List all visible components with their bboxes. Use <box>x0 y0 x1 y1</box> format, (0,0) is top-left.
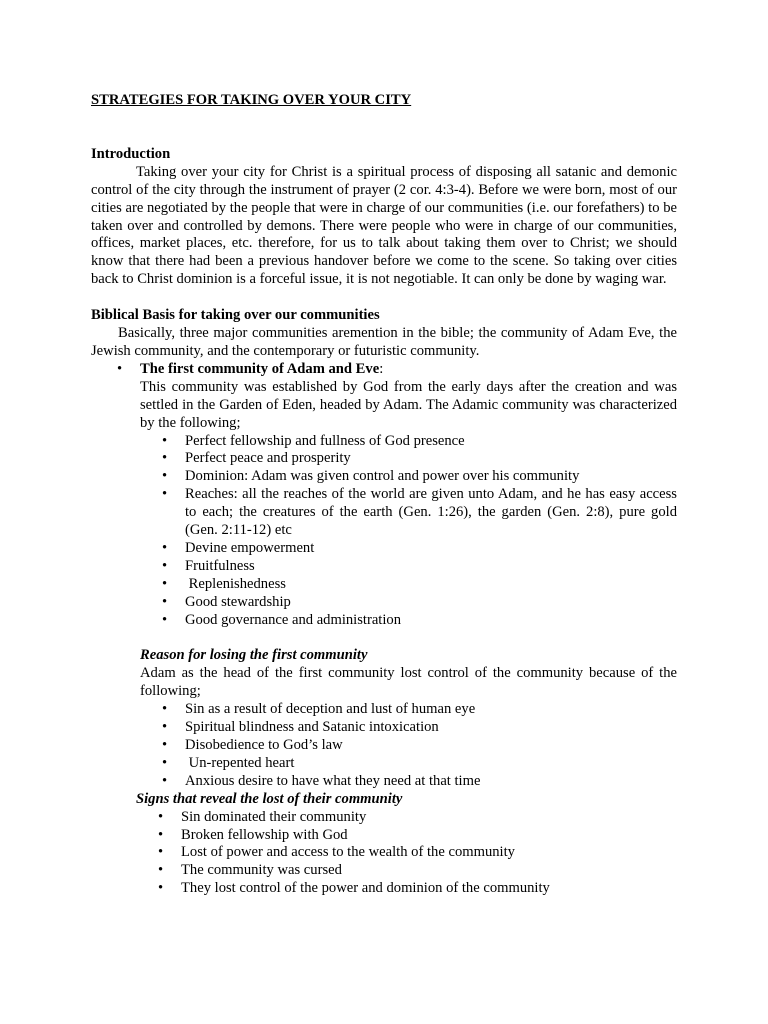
list-item <box>185 755 677 773</box>
list-item-text: The community was cursed <box>181 862 342 879</box>
list-item-text: • Dominion: Adam was given control and power over his community <box>185 468 580 485</box>
list-item-text: • Sin as a result of deception and lust of human eye <box>185 701 476 718</box>
list-item <box>181 809 677 827</box>
list-item-text: • Good governance and administration <box>185 611 402 628</box>
list-item-text: • Spiritual blindness and Satanic intoxication <box>185 719 439 736</box>
list-item <box>181 880 677 898</box>
list-item-text: • Good stewardship <box>185 593 291 610</box>
list-item <box>185 576 677 594</box>
list-item-text: Broken fellowship with God <box>181 826 348 843</box>
list-item-text: • Perfect fellowship and fullness of God presence <box>185 432 465 449</box>
signs-heading: Signs that reveal the lost of their community <box>136 790 403 807</box>
list-item-text: • Replenishedness <box>185 575 286 592</box>
reason-paragraph: Adam as the head of the first community lost control of the community because of the following; <box>140 665 677 700</box>
spacer <box>91 629 677 647</box>
signs-list <box>91 809 677 899</box>
reason-list <box>140 701 677 791</box>
list-item-text: • Anxious desire to have what they need at that time <box>185 772 481 789</box>
first-community-traits <box>140 433 677 630</box>
list-item <box>185 468 677 486</box>
list-item <box>185 558 677 576</box>
basis-paragraph: Basically, three major communities aremention in the bible; the community of Adam Eve, the Jewish community, and the contemporary or futuristic community. <box>91 325 677 359</box>
intro-heading: Introduction <box>91 145 171 162</box>
list-item-text: They lost control of the power and dominion of the community <box>181 880 550 897</box>
list-item-text: Lost of power and access to the wealth of the community <box>181 844 515 861</box>
first-community-paragraph: This community was established by God from the early days after the creation and was settled in the Garden of Eden, headed by Adam. The Adamic community was characterized by the following; <box>140 378 677 431</box>
reason-heading: Reason for losing the first community <box>140 647 368 664</box>
reason-section <box>91 647 677 790</box>
list-item <box>185 540 677 558</box>
basis-heading: Biblical Basis for taking over our communities <box>91 307 380 324</box>
intro-paragraph: Taking over your city for Christ is a spiritual process of disposing all satanic and demonic control of the city through the instrument of prayer (2 cor. 4:3-4). Before we were born, most of our cities are negotiated by the people that were in charge of our communities (i.e. our forefathers) to be taken over and controlled by demons. There were people who were in charge of our communities, offices, market places, etc. therefore, for us to talk about taking them over to Christ; we should know that there had been a previous handover before we come to the scene. So taking over cities back to Christ dominion is a forceful issue, it is not negotiable. It can only be done by waging war. <box>91 163 677 288</box>
list-item-text: Sin dominated their community <box>181 808 367 825</box>
list-item-text: • Un-repented heart <box>185 754 295 771</box>
spacer <box>91 289 677 307</box>
list-item <box>185 450 677 468</box>
list-item-text: • Devine empowerment <box>185 539 315 556</box>
community-list <box>91 361 677 630</box>
first-community-colon: : <box>379 360 384 377</box>
list-item-first-community <box>140 361 677 630</box>
document-title: STRATEGIES FOR TAKING OVER YOUR CITY <box>91 92 412 108</box>
list-item <box>185 737 677 755</box>
list-item-text: • Perfect peace and prosperity <box>185 450 351 467</box>
list-item <box>185 701 677 719</box>
first-community-title: The first community of Adam and Eve <box>140 360 380 377</box>
list-item <box>185 486 677 540</box>
list-item <box>181 844 677 862</box>
list-item <box>181 827 677 845</box>
list-item-text: • Disobedience to God’s law <box>185 737 343 753</box>
document-page <box>91 92 677 898</box>
list-item-text: • Fruitfulness <box>185 557 255 574</box>
list-item <box>185 433 677 451</box>
list-item <box>181 862 677 880</box>
list-item-text: • Reaches: all the reaches of the world are given unto Adam, and he has easy access to each; the creatures of the earth (Gen. 1:26), the garden (Gen. 2:8), pure gold (Gen. 2:11-12) etc <box>185 486 677 539</box>
list-item <box>185 773 677 791</box>
list-item <box>185 594 677 612</box>
list-item <box>185 612 677 630</box>
list-item <box>185 719 677 737</box>
